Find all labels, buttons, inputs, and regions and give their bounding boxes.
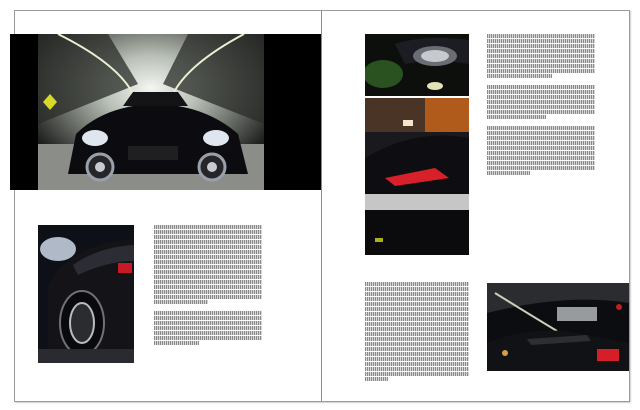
right-paragraph-3: [487, 126, 595, 175]
black-band-center: [264, 34, 321, 190]
black-band-left: [10, 34, 38, 190]
rear-wheel-photo: [38, 225, 134, 363]
left-paragraph-2: [154, 311, 262, 345]
right-paragraph-1: [487, 34, 595, 78]
right-paragraph-4: [365, 282, 469, 381]
magazine-spread: [14, 10, 630, 402]
taillight-photo: [365, 98, 469, 255]
right-paragraph-2: [487, 85, 595, 119]
right-text-column-top: [487, 34, 595, 176]
left-paragraph-1: [154, 225, 262, 304]
side-mirror-photo: [365, 34, 469, 96]
left-text-column: [154, 225, 262, 346]
rear-wing-photo: [487, 283, 629, 371]
right-page: [321, 11, 629, 401]
convertible-sports-car-photo: [38, 34, 264, 190]
right-text-column-bottom: [365, 282, 469, 382]
left-page: [15, 11, 321, 401]
